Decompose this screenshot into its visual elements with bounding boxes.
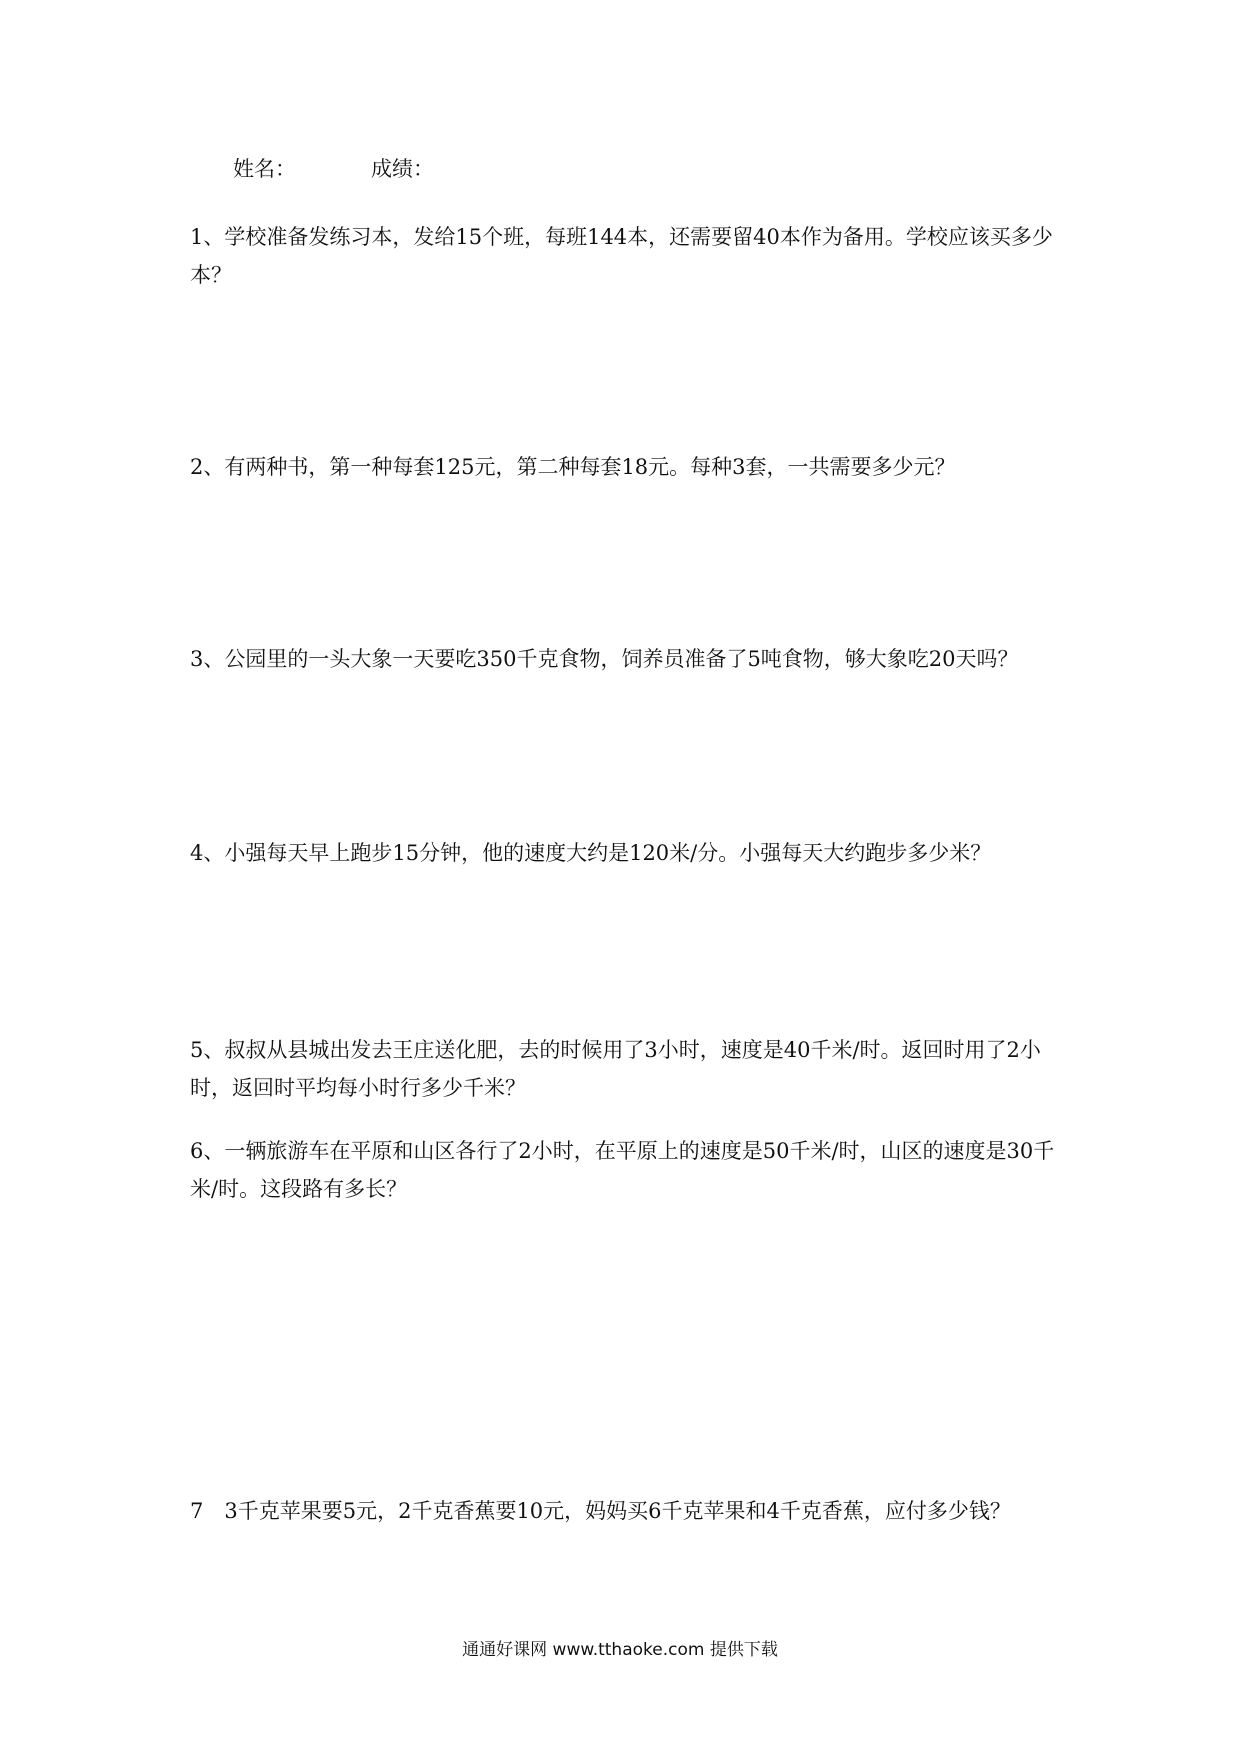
question-2: 2、有两种书，第一种每套125元，第二种每套18元。每种3套，一共需要多少元？ <box>190 455 956 479</box>
download-footer: 通通好课网 www.tthaoke.com 提供下载 <box>462 1640 778 1660</box>
name-label: 姓名： <box>233 157 296 181</box>
question-4: 4、小强每天早上跑步15分钟，他的速度大约是120米/分。小强每天大约跑步多少米？ <box>190 841 992 865</box>
question-5: 5、叔叔从县城出发去王庄送化肥，去的时候用了3小时，速度是40千米/时。返回时用了2小时，返回时平均每小时行多少千米？ <box>190 1038 1041 1100</box>
question-7: 7 3千克苹果要5元，2千克香蕉要10元，妈妈买6千克苹果和4千克香蕉，应付多少钱？ <box>190 1499 1011 1523</box>
student-info-header <box>233 154 434 184</box>
question-6: 6、一辆旅游车在平原和山区各行了2小时，在平原上的速度是50千米/时，山区的速度是30千米/时。这段路有多长？ <box>190 1139 1055 1201</box>
question-3: 3、公园里的一头大象一天要吃350千克食物，饲养员准备了5吨食物，够大象吃20天吗？ <box>190 647 1019 671</box>
question-1: 1、学校准备发练习本，发给15个班，每班144本，还需要留40本作为备用。学校应该买多少本？ <box>190 225 1053 287</box>
score-label: 成绩： <box>371 157 434 181</box>
